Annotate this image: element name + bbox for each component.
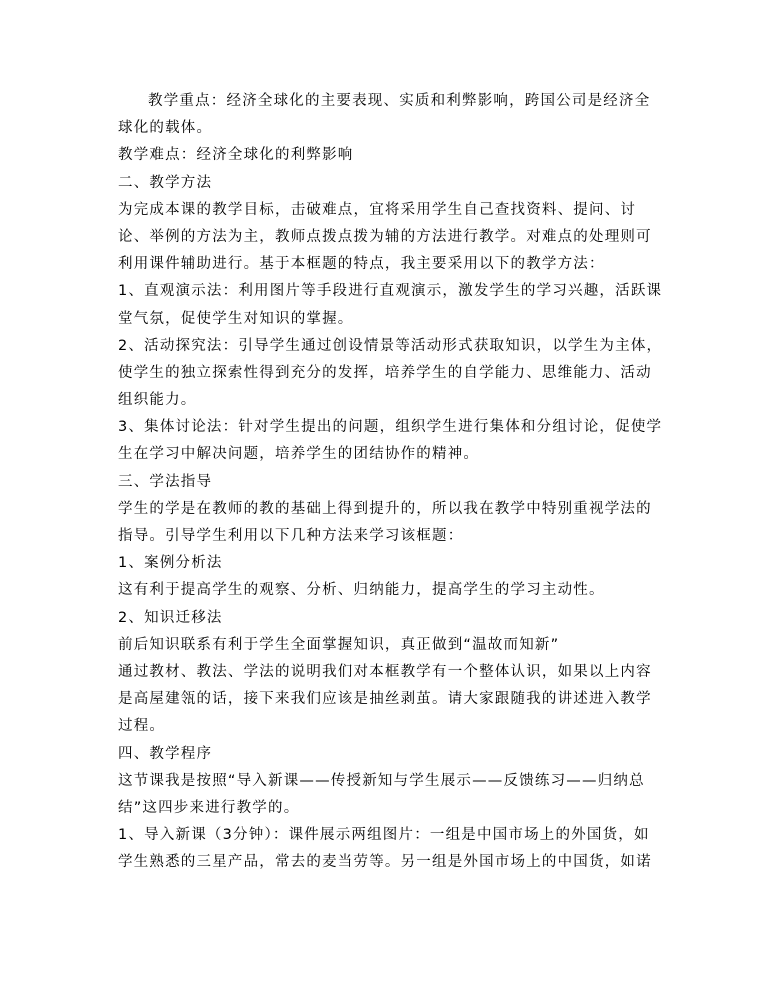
text-line: 是高屋建瓴的话，接下来我们应该是抽丝剥茧。请大家跟随我的讲述进入教学 xyxy=(118,691,652,708)
text-line: 教学重点：经济全球化的主要表现、实质和利弊影响，跨国公司是经济全 xyxy=(148,93,651,109)
text-line: 论、举例的方法为主，教师点拨点拨为辅的方法进行教学。对难点的处理则可 xyxy=(118,228,652,245)
text-line: 二、教学方法 xyxy=(118,174,213,191)
text-line: 1、直观演示法：利用图片等手段进行直观演示，激发学生的学习兴趣，活跃课 xyxy=(118,283,663,300)
text-line: 使学生的独立探索性得到充分的发挥，培养学生的自学能力、思维能力、活动 xyxy=(118,364,652,381)
text-line: 四、教学程序 xyxy=(118,745,213,762)
text-line: 利用课件辅助进行。基于本框题的特点，我主要采用以下的教学方法： xyxy=(118,256,605,273)
text-line: 过程。 xyxy=(118,718,166,735)
text-line: 前后知识联系有利于学生全面掌握知识，真正做到“温故而知新” xyxy=(118,636,560,653)
text-line: 通过教材、教法、学法的说明我们对本框教学有一个整体认识，如果以上内容 xyxy=(118,663,652,680)
text-line: 组织能力。 xyxy=(118,392,197,409)
text-line: 1、导入新课（3分钟）：课件展示两组图片：一组是中国市场上的外国货，如 xyxy=(118,827,650,844)
text-line: 2、活动探究法：引导学生通过创设情景等活动形式获取知识，以学生为主体， xyxy=(118,337,663,354)
document-page xyxy=(118,88,663,876)
text-line: 堂气氛，促使学生对知识的掌握。 xyxy=(118,310,354,327)
text-line: 1、案例分析法 xyxy=(118,555,223,572)
text-line: 为完成本课的教学目标，击破难点，宜将采用学生自己查找资料、提问、讨 xyxy=(118,201,637,218)
text-line: 教学难点：经济全球化的利弊影响 xyxy=(118,147,354,164)
text-line: 结”这四步来进行教学的。 xyxy=(118,799,300,816)
text-line: 球化的载体。 xyxy=(118,120,213,137)
text-line: 这节课我是按照“导入新课——传授新知与学生展示——反馈练习——归纳总 xyxy=(118,772,645,789)
text-line: 学生熟悉的三星产品，常去的麦当劳等。另一组是外国市场上的中国货，如诺 xyxy=(118,854,652,871)
text-line: 这有利于提高学生的观察、分析、归纳能力，提高学生的学习主动性。 xyxy=(118,582,605,599)
text-line: 三、学法指导 xyxy=(118,473,213,490)
text-line: 3、集体讨论法：针对学生提出的问题，组织学生进行集体和分组讨论，促使学 xyxy=(118,419,663,436)
text-line: 指导。引导学生利用以下几种方法来学习该框题： xyxy=(118,528,464,544)
text-line: 2、知识迁移法 xyxy=(118,609,223,626)
text-line: 生在学习中解决问题，培养学生的团结协作的精神。 xyxy=(118,446,480,463)
text-line: 学生的学是在教师的教的基础上得到提升的，所以我在教学中特别重视学法的 xyxy=(118,500,652,517)
